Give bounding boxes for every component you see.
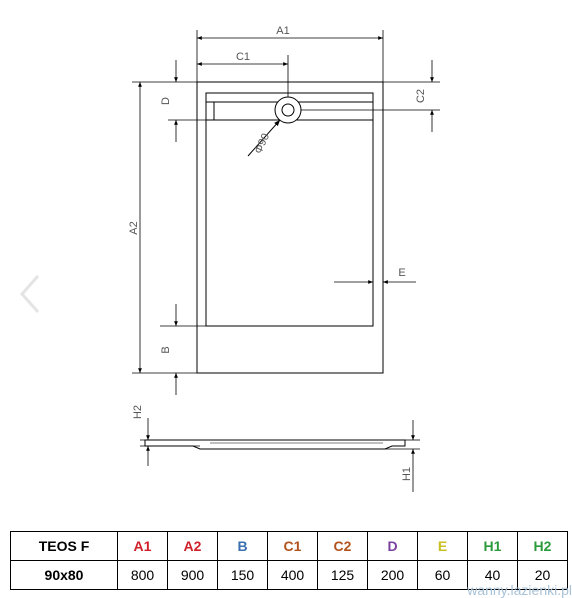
- label-b: B: [160, 346, 172, 354]
- header-cell: C1: [268, 532, 318, 561]
- value-cell: 125: [318, 561, 368, 590]
- header-cell: D: [368, 532, 418, 561]
- header-cell: A1: [118, 532, 168, 561]
- label-c1: C1: [235, 51, 251, 63]
- header-cell: C2: [318, 532, 368, 561]
- label-a2: A2: [128, 221, 140, 235]
- label-h1: H1: [401, 466, 413, 482]
- size-cell: 90x80: [11, 561, 118, 590]
- header-cell: H2: [518, 532, 568, 561]
- label-h2: H2: [132, 404, 144, 420]
- label-drain-diameter: Φ90: [252, 131, 273, 156]
- label-c2: C2: [415, 88, 427, 104]
- header-cell: E: [418, 532, 468, 561]
- label-d: D: [160, 97, 172, 105]
- value-cell: 400: [268, 561, 318, 590]
- tray-inner-outline: [206, 93, 373, 326]
- header-cell: A2: [168, 532, 218, 561]
- tray-side-profile: [145, 440, 405, 449]
- value-cell: 40: [468, 561, 518, 590]
- value-cell: 800: [118, 561, 168, 590]
- value-cell: 200: [368, 561, 418, 590]
- spec-header-row: [11, 532, 568, 561]
- chevron-left-icon[interactable]: [16, 272, 46, 316]
- label-e: E: [398, 267, 406, 279]
- header-cell: H1: [468, 532, 518, 561]
- value-cell: 900: [168, 561, 218, 590]
- value-cell: 150: [218, 561, 268, 590]
- label-a1: A1: [276, 25, 290, 37]
- value-cell: 20: [518, 561, 568, 590]
- model-cell: TEOS F: [11, 532, 118, 561]
- header-cell: B: [218, 532, 268, 561]
- drain-outer: [275, 97, 301, 123]
- watermark: wanny.lazienki.pl: [467, 582, 572, 598]
- value-cell: 60: [418, 561, 468, 590]
- tray-outline: [197, 82, 383, 373]
